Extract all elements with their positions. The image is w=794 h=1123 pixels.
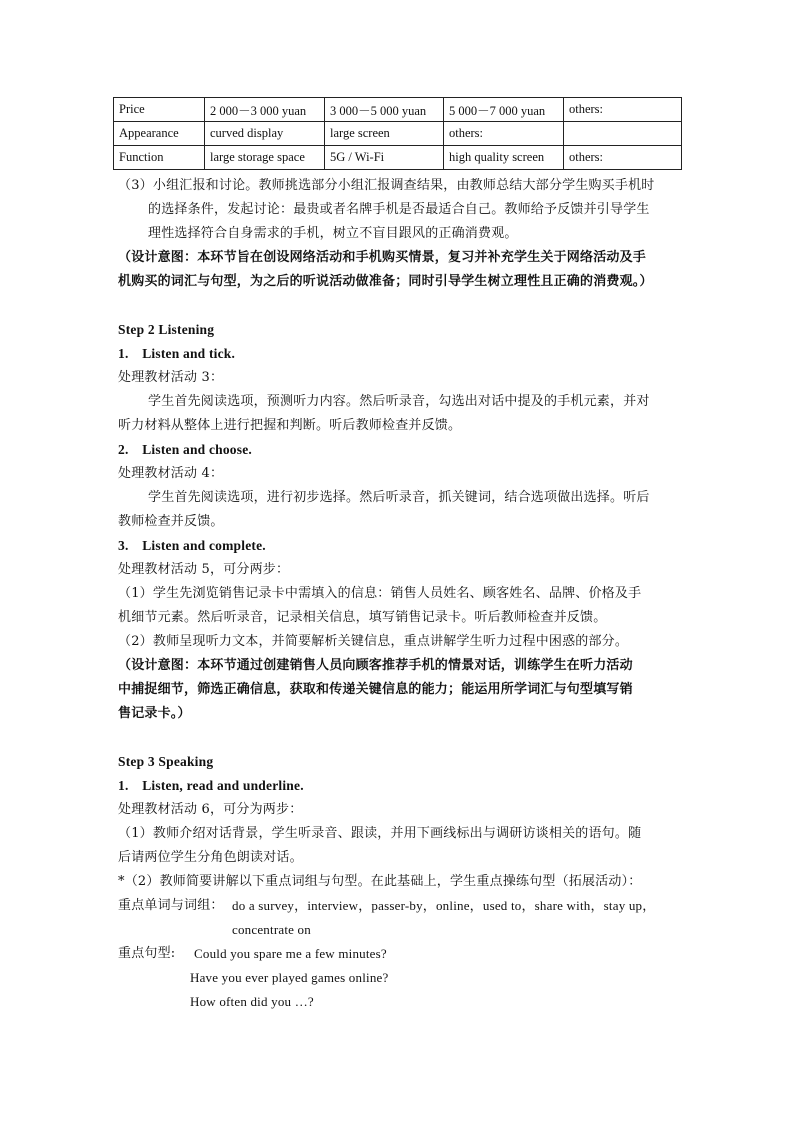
phone-preference-table (113, 97, 682, 170)
table-cell: Function (114, 146, 205, 170)
key-words-label: 重点单词与词组： (118, 898, 224, 913)
design-intent-line: （设计意图：本环节通过创建销售人员向顾客推荐手机的情景对话，训练学生在听力活动 (118, 658, 633, 673)
table-cell: Appearance (114, 122, 205, 146)
paragraph-line: 理性选择符合自身需求的手机，树立不盲目跟风的正确消费观。 (148, 226, 518, 241)
paragraph-line: （1）学生先浏览销售记录卡中需填入的信息：销售人员姓名、顾客姓名、品牌、价格及手 (118, 586, 642, 601)
table-cell: high quality screen (444, 146, 564, 170)
table-row (114, 146, 682, 170)
paragraph-line: 教师检查并反馈。 (118, 514, 224, 529)
paragraph-line: 学生首先阅读选项，进行初步选择。然后听录音，抓关键词，结合选项做出选择。听后 (148, 490, 650, 505)
activity-label: 处理教材活动 3： (118, 370, 224, 385)
design-intent-line: 售记录卡。） (118, 706, 191, 721)
table-cell: others: (564, 98, 682, 122)
item-title: 1. Listen, read and underline. (118, 778, 304, 793)
table-cell: 5 000－7 000 yuan (444, 98, 564, 122)
table-cell: Price (114, 98, 205, 122)
activity-label: 处理教材活动 4： (118, 466, 224, 481)
table-cell: 2 000－3 000 yuan (205, 98, 325, 122)
item-title: 3. Listen and complete. (118, 538, 266, 553)
activity-label: 处理教材活动 5，可分两步： (118, 562, 290, 577)
paragraph-line: 听力材料从整体上进行把握和判断。听后教师检查并反馈。 (118, 418, 462, 433)
table-cell: 3 000－5 000 yuan (325, 98, 444, 122)
design-intent-line: 中捕捉细节，筛选正确信息，获取和传递关键信息的能力；能运用所学词汇与句型填写销 (118, 682, 633, 697)
table-cell: others: (444, 122, 564, 146)
table-row (114, 122, 682, 146)
table-cell (564, 122, 682, 146)
item-title: 1. Listen and tick. (118, 346, 236, 361)
key-words-line: concentrate on (232, 922, 311, 937)
section-heading: Step 2 Listening (118, 322, 215, 337)
section-heading: Step 3 Speaking (118, 754, 214, 769)
activity-label: 处理教材活动 6，可分为两步： (118, 802, 303, 817)
paragraph-line: （3）小组汇报和讨论。教师挑选部分小组汇报调查结果，由教师总结大部分学生购买手机时 (118, 178, 655, 193)
paragraph-line: 学生首先阅读选项，预测听力内容。然后听录音，勾选出对话中提及的手机元素，并对 (148, 394, 650, 409)
key-pattern: Have you ever played games online? (190, 970, 389, 985)
paragraph-line: （1）教师介绍对话背景，学生听录音、跟读，并用下画线标出与调研访谈相关的语句。随 (118, 826, 642, 841)
paragraph-line: 机细节元素。然后听录音，记录相关信息，填写销售记录卡。听后教师检查并反馈。 (118, 610, 607, 625)
paragraph-line: *（2）教师简要讲解以下重点词组与句型。在此基础上，学生重点操练句型（拓展活动）： (118, 874, 642, 889)
key-pattern: Could you spare me a few minutes? (194, 946, 387, 961)
paragraph-line: （2）教师呈现听力文本，并简要解析关键信息，重点讲解学生听力过程中困惑的部分。 (118, 634, 629, 649)
table-row (114, 98, 682, 122)
paragraph-line: 后请两位学生分角色朗读对话。 (118, 850, 303, 865)
table-cell: 5G / Wi-Fi (325, 146, 444, 170)
design-intent-line: 机购买的词汇与句型，为之后的听说活动做准备；同时引导学生树立理性且正确的消费观。） (118, 274, 653, 289)
key-pattern: How often did you …? (190, 994, 314, 1009)
paragraph-line: 的选择条件，发起讨论：最贵或者名牌手机是否最适合自己。教师给予反馈并引导学生 (148, 202, 650, 217)
key-patterns-label: 重点句型: (118, 946, 176, 961)
table-cell: large storage space (205, 146, 325, 170)
table-cell: curved display (205, 122, 325, 146)
table-cell: large screen (325, 122, 444, 146)
key-words-line: do a survey，interview，passer-by，online，used to，share with，stay up， (232, 898, 656, 913)
table-cell: others: (564, 146, 682, 170)
design-intent-line: （设计意图：本环节旨在创设网络活动和手机购买情景，复习并补充学生关于网络活动及手 (118, 250, 647, 265)
item-title: 2. Listen and choose. (118, 442, 252, 457)
